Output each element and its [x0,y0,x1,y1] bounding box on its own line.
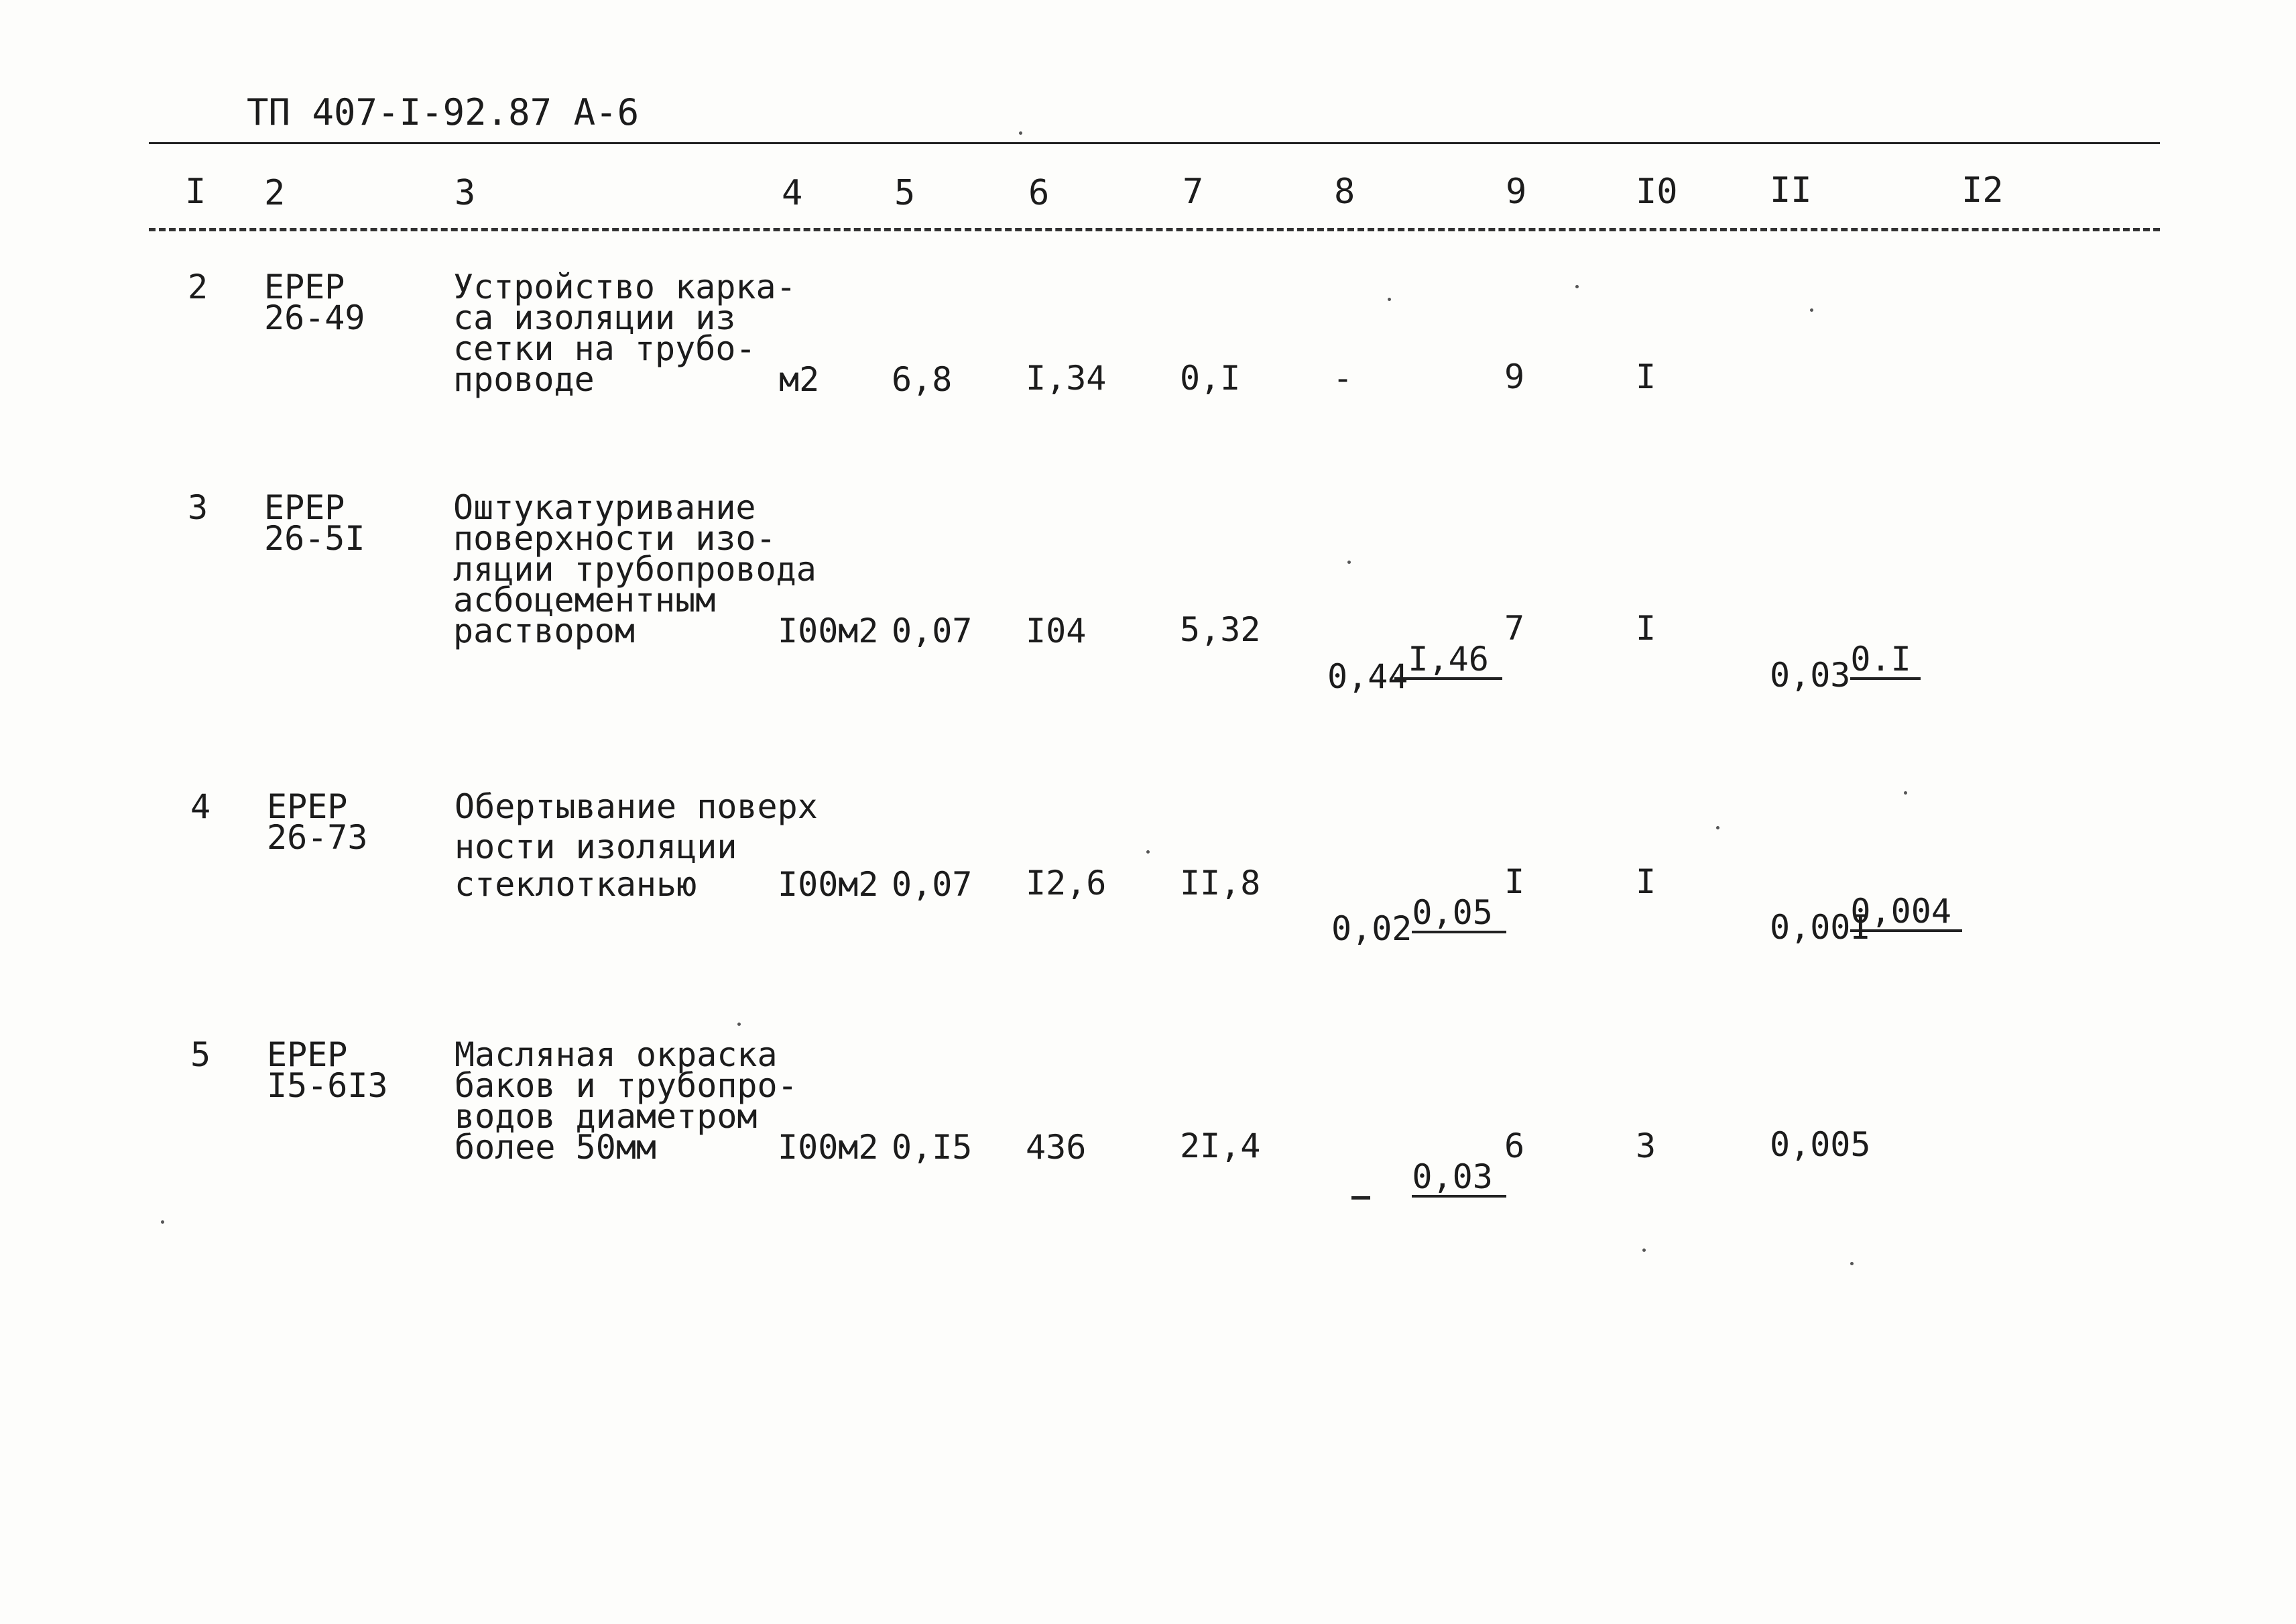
speckle [161,1220,164,1224]
description-line: асбоцементным [453,581,716,620]
col8-denominator: 0,44 [1327,657,1408,696]
speckle [1850,1262,1854,1265]
header-bottom-rule [149,228,2160,231]
column-header-4: 4 [782,173,803,213]
col10-cell: I [1636,609,1656,648]
column-header-6: 6 [1028,173,1050,213]
description-line: Масляная окраска [455,1035,778,1074]
row-number: 4 [190,787,211,826]
description-line: Обертывание поверх [455,787,818,826]
column-header-8: 8 [1334,172,1355,212]
code-number: 26-73 [267,818,368,857]
col10-cell: I [1636,862,1656,901]
description-line: Оштукатуривание [453,488,756,527]
row-number: 3 [188,488,208,527]
col8-numerator: 0,03 [1412,1161,1506,1198]
speckle [1347,561,1351,564]
unit-cell: м2 [779,360,820,399]
column-header-12: I2 [1961,170,2004,211]
unit-cell: I00м2 [778,1128,879,1167]
row-number: 2 [188,268,208,306]
description-line: са изоляции из [453,298,736,337]
code-number: I5-6I3 [267,1066,388,1105]
column-header-11: II [1770,170,1812,211]
speckle [1575,285,1579,288]
code-prefix: ЕРЕР [264,268,345,306]
speckle [1904,791,1907,795]
quantity-cell: 0,07 [892,865,973,904]
col8-denominator-dash [1351,1196,1370,1200]
header-top-rule [149,142,2160,144]
quantity-cell: 0,07 [892,612,973,650]
description-line: ности изоляции [455,827,737,866]
description-line: Устройство карка- [453,268,796,306]
col8-cell: - [1333,359,1353,398]
code-prefix: ЕРЕР [264,488,345,527]
quantity-cell: 6,8 [892,360,953,399]
description-line: ляции трубопровода [453,550,817,589]
col6-cell: I04 [1026,612,1087,650]
description-line: раствором [453,612,635,650]
speckle [1642,1249,1646,1252]
col8-numerator: 0,05 [1412,897,1506,933]
row-number: 5 [190,1035,211,1074]
quantity-cell: 0,I5 [892,1128,973,1167]
col11-numerator: 0,004 [1850,896,1962,932]
col10-cell: 3 [1636,1126,1656,1165]
col7-cell: 2I,4 [1180,1126,1261,1165]
unit-cell: I00м2 [778,865,879,904]
column-header-5: 5 [894,173,916,213]
column-header-9: 9 [1506,172,1527,212]
col8-fraction [1331,1130,1506,1228]
col9-cell: 9 [1504,357,1525,396]
code-prefix: ЕРЕР [267,787,348,826]
description-line: поверхности изо- [453,519,776,558]
speckle [1146,850,1150,854]
description-line: стеклотканью [455,865,697,904]
col7-cell: II,8 [1180,864,1261,903]
code-prefix: ЕРЕР [267,1035,348,1074]
col8-numerator: I,46 [1394,644,1502,680]
description-line: сетки на трубо- [453,329,756,368]
description-line: проводе [453,360,595,399]
col7-cell: 0,I [1180,359,1241,398]
description-line: более 50мм [455,1128,657,1167]
col11-cell: 0,005 [1770,1125,1871,1164]
document-code: ТП 407-I-92.87 А-6 [247,91,640,133]
col11-numerator: 0.I [1850,644,1920,680]
col6-cell: I,34 [1026,359,1107,398]
speckle [737,1023,741,1026]
description-line: баков и трубопро- [455,1066,798,1105]
col10-cell: I [1636,357,1656,396]
code-number: 26-5I [264,519,365,558]
col6-cell: 436 [1026,1128,1087,1167]
column-header-3: 3 [455,173,476,213]
col9-cell: I [1504,862,1525,901]
unit-cell: I00м2 [778,612,879,650]
col11-denominator: 0,00I [1770,908,1871,947]
code-number: 26-49 [264,298,365,337]
speckle [1810,308,1813,312]
col6-cell: I2,6 [1026,864,1107,903]
col9-cell: 6 [1504,1126,1525,1165]
column-header-1: I [185,172,206,212]
column-header-7: 7 [1183,172,1204,212]
speckle [1716,826,1719,829]
speckle [1388,298,1391,301]
col9-cell: 7 [1504,609,1525,648]
col8-denominator: 0,02 [1331,909,1412,948]
speckle [1019,131,1022,135]
column-header-10: I0 [1636,172,1678,212]
column-header-2: 2 [264,173,286,213]
col7-cell: 5,32 [1180,610,1261,649]
col11-denominator: 0,03 [1770,656,1851,695]
description-line: водов диаметром [455,1097,758,1136]
